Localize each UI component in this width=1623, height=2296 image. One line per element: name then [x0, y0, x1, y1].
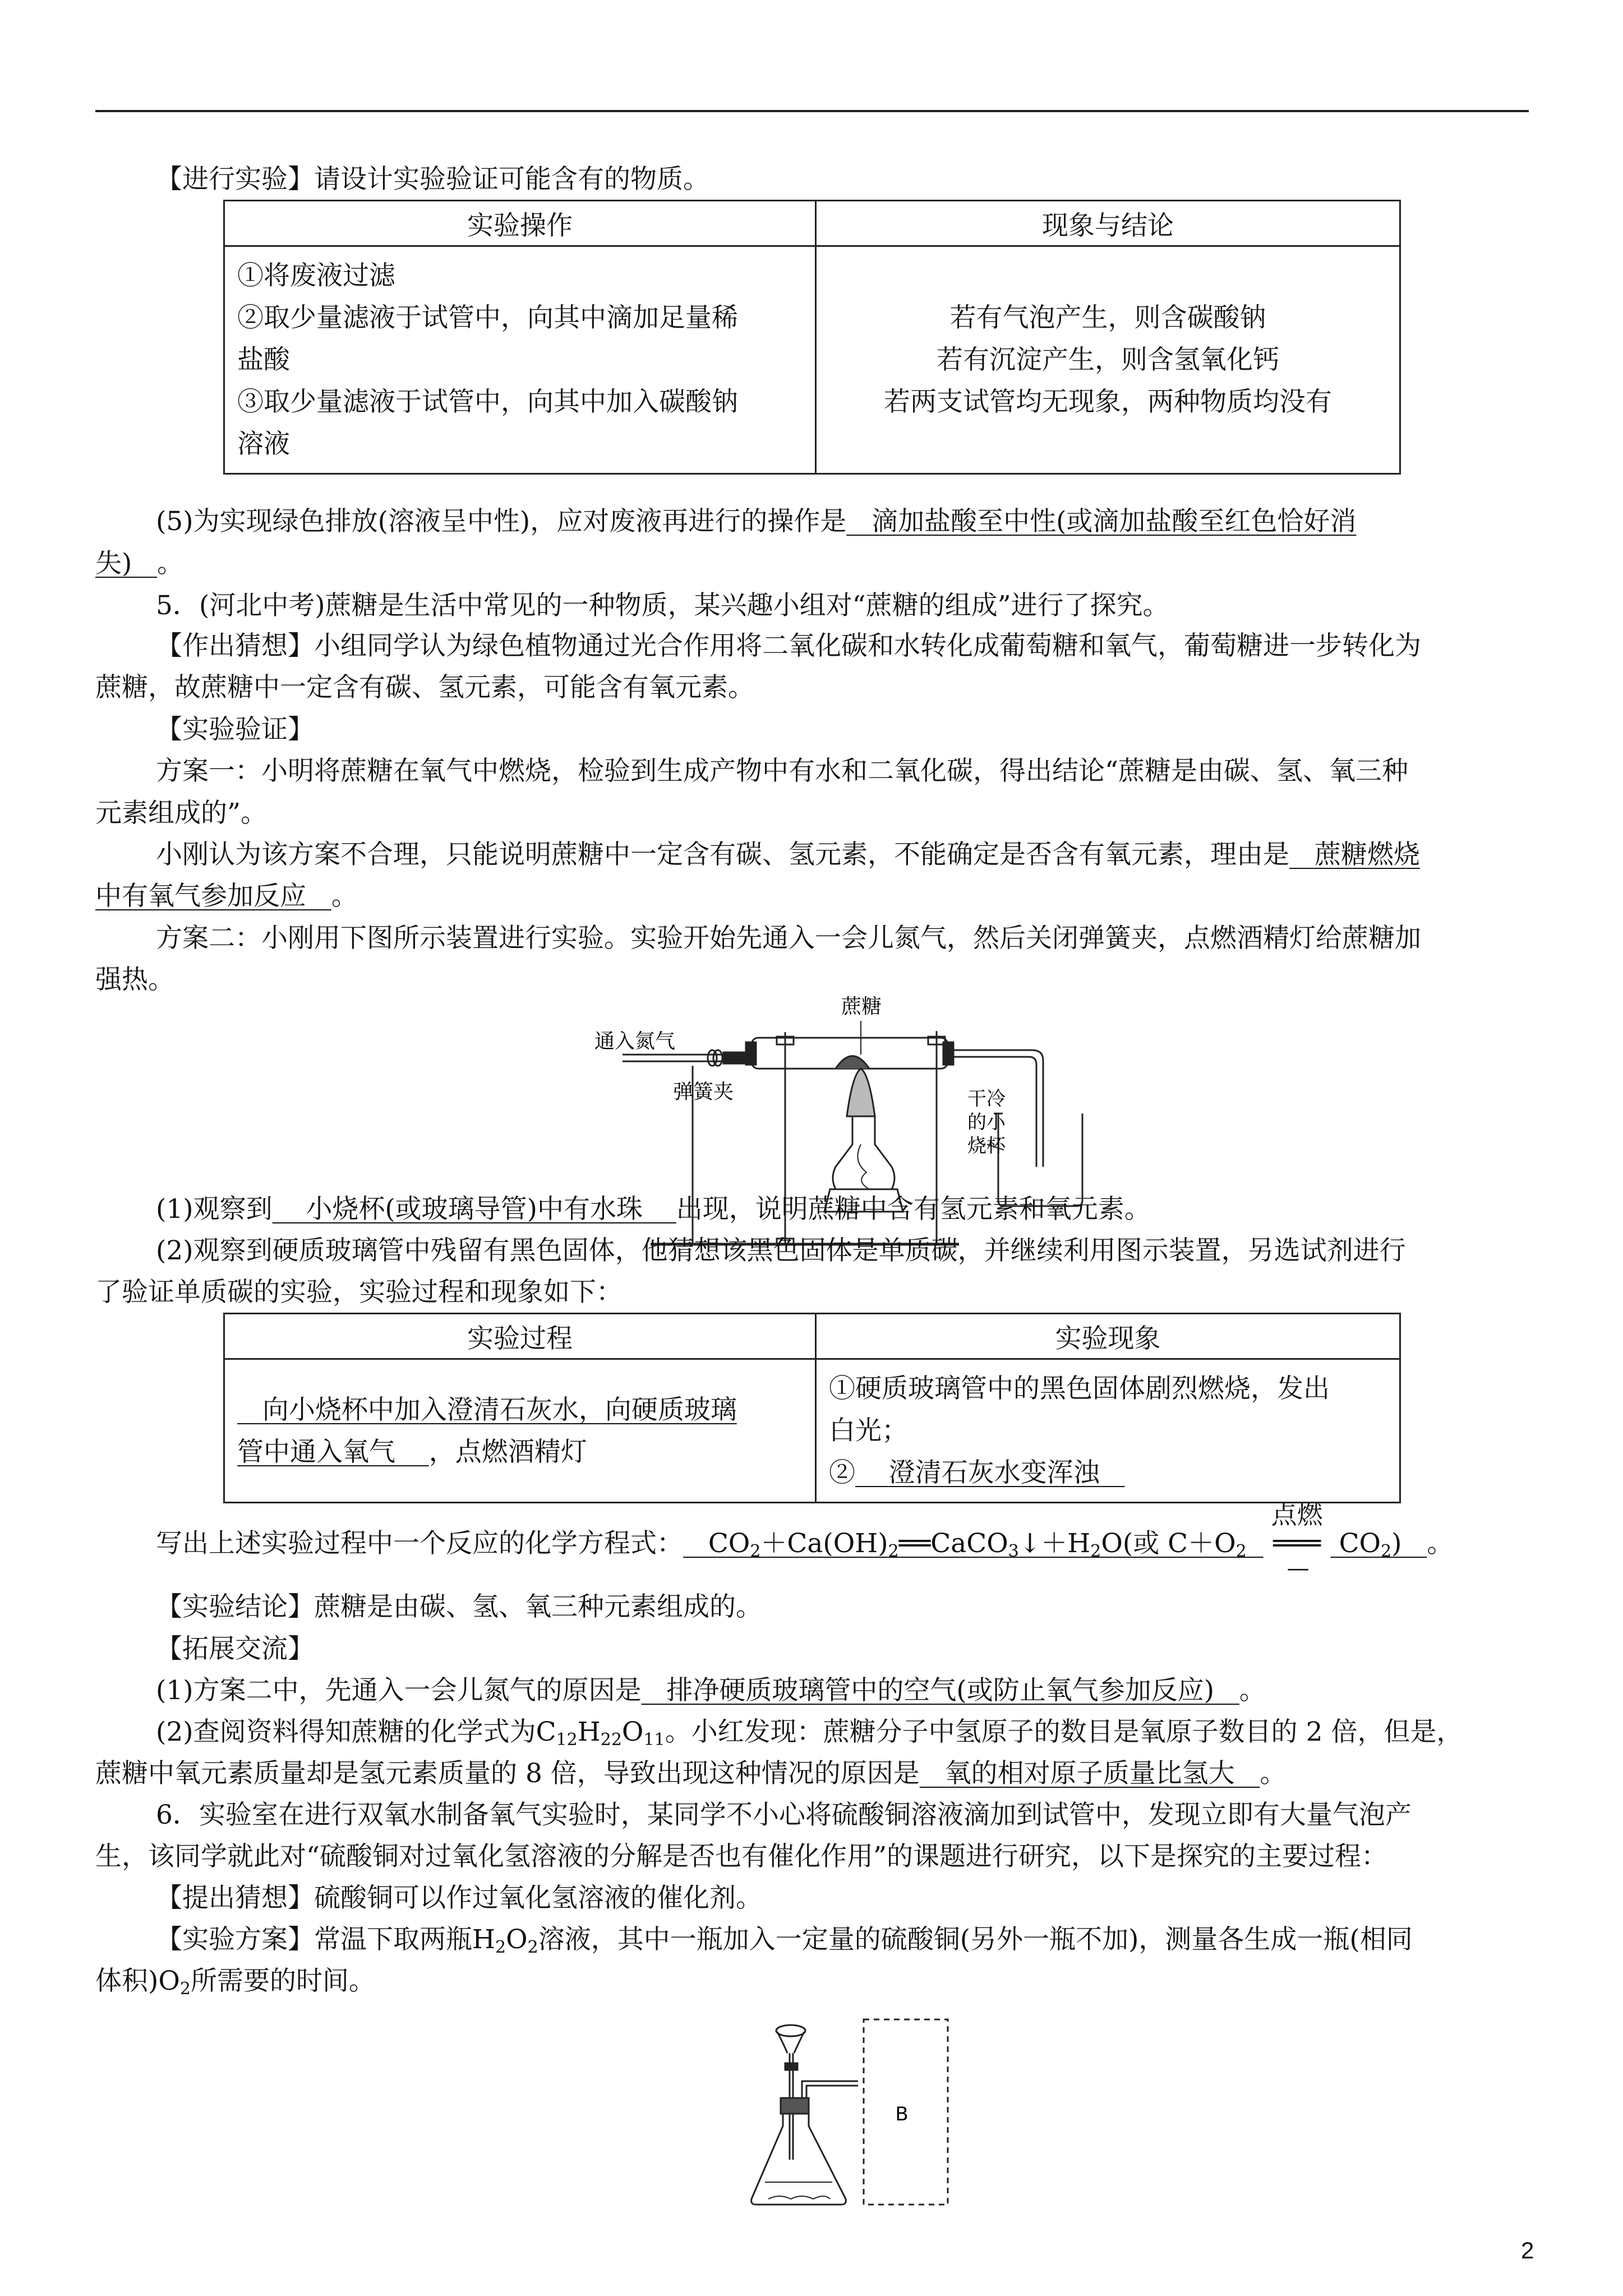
- equation-answer: $CO_2+Ca(OH)_2══CaCO_3↓+H_2O$(或 $C+O_2$: [683, 1528, 1247, 1561]
- period: 。: [1239, 1675, 1266, 1706]
- ext2-line2-prefix: 蔗糖中氧元素质量却是氢元素质量的 8 倍，导致出现这种情况的原因是: [95, 1758, 920, 1789]
- result-line: 若两支试管均无现象，两种物质均没有: [884, 386, 1332, 417]
- op-line: 盐酸: [237, 344, 290, 375]
- q5-extension-1: [156, 1674, 1266, 1708]
- ext1-prefix: (1)方案二中，先通入一会儿氮气的原因是: [156, 1675, 642, 1706]
- beaker-label-2: 的小: [967, 1111, 1006, 1134]
- op-line: ②取少量滤液于试管中，向其中滴加足量稀: [237, 302, 738, 333]
- q5-extension-heading: 【拓展交流】: [156, 1634, 314, 1664]
- critique-answer-cont: [95, 881, 331, 912]
- q6-guess: 【提出猜想】硫酸铜可以作过氧化氢溶液的催化剂。: [156, 1883, 762, 1913]
- page-number: 2: [1521, 2237, 1534, 2263]
- table-header: 现象与结论: [816, 201, 1400, 246]
- sucrose-formula: $C_{12}H_{22}O_{11}$: [536, 1717, 665, 1750]
- equation-prefix: 写出上述实验过程中一个反应的化学方程式：: [156, 1528, 683, 1559]
- process-cell: [224, 1359, 816, 1503]
- phen-answer: [855, 1457, 1125, 1488]
- op-line: ③取少量滤液于试管中，向其中加入碳酸钠: [237, 386, 738, 417]
- box-b-label: B: [895, 2103, 909, 2125]
- answer-text: 向小烧杯中加入澄清石灰水，向硬质玻璃: [262, 1394, 737, 1425]
- q5-plan2-line2: 强热。: [95, 964, 174, 995]
- q5-carbon-table: [223, 1313, 1401, 1503]
- q5-guess-line1: 【作出猜想】小组同学认为绿色植物通过光合作用将二氧化碳和水转化成葡萄糖和氧气，葡萄糖进一步转化为: [156, 631, 1421, 661]
- phenomenon-cell: [816, 1359, 1400, 1503]
- answer-text: 澄清石灰水变浑浊: [888, 1457, 1100, 1488]
- period: 。: [331, 881, 358, 912]
- phen-prefix: ②: [829, 1457, 855, 1488]
- q6-plan-line1: [156, 1923, 1413, 1964]
- ext2-answer: [920, 1758, 1260, 1789]
- q5-observation-1: [156, 1193, 1151, 1226]
- q5-guess-line2: 蔗糖，故蔗糖中一定含有碳、氢元素，可能含有氧元素。: [95, 672, 754, 703]
- sucrose-label: 蔗糖: [841, 995, 882, 1018]
- table-header: 实验现象: [816, 1314, 1400, 1359]
- q5-observation-2-line2: 了验证单质碳的实验，实验过程和现象如下：: [95, 1277, 623, 1308]
- h2o2-formula: $H_2O_2$: [472, 1924, 538, 1957]
- phen-line: 白光；: [829, 1415, 908, 1446]
- phen-line: [829, 1452, 1387, 1494]
- q5-plan1-line1: 方案一：小明将蔗糖在氧气中燃烧，检验到生成产物中有水和二氧化碳，得出结论“蔗糖是由碳、氢、氧三种: [156, 756, 1409, 786]
- result-line: 若有沉淀产生，则含氢氧化钙: [937, 344, 1279, 375]
- answer-text: 管中通入氧气: [237, 1436, 395, 1467]
- answer-text: 蔗糖燃烧: [1314, 839, 1420, 870]
- part5-prefix: (5)为实现绿色排放(溶液呈中性)，应对废液再进行的操作是: [156, 506, 847, 537]
- phen-line: ①硬质玻璃管中的黑色固体剧烈燃烧，发出: [829, 1373, 1330, 1404]
- answer-text: 小烧杯(或玻璃导管)中有水珠: [306, 1194, 643, 1225]
- ext2-prefix: (2)查阅资料得知蔗糖的化学式为: [156, 1717, 536, 1747]
- spring-clip-label: 弹簧夹: [673, 1080, 734, 1103]
- q4-part5: [156, 505, 1356, 539]
- plan-suffix: 溶液，其中一瓶加入一定量的硫酸铜(另外一瓶不加)，测量各生成一瓶(相同: [538, 1924, 1413, 1955]
- plan-prefix: 体积): [95, 1966, 159, 1996]
- critique-answer: [1289, 839, 1420, 870]
- answer-text: 中有氧气参加反应: [95, 881, 306, 912]
- critique-text: 小刚认为该方案不合理，只能说明蔗糖中一定含有碳、氢元素，不能确定是否含有氧元素，理由是: [156, 839, 1289, 870]
- q5-plan1-critique-line2: [95, 880, 358, 913]
- obs1-answer: [273, 1194, 676, 1225]
- process-answer-cont: [237, 1437, 429, 1467]
- plan-suffix: 所需要的时间。: [190, 1966, 375, 1996]
- answer-text: 氧的相对原子质量比氢大: [944, 1758, 1235, 1789]
- q5-extension-2-line1: [156, 1715, 1463, 1757]
- q4-experiment-table: [223, 200, 1401, 475]
- q4-part5-line2: [95, 547, 183, 581]
- beaker-label-3: 烧杯: [967, 1135, 1006, 1157]
- q5-equation-line: [156, 1499, 1454, 1581]
- n2-inlet-label: 通入氮气: [594, 1030, 676, 1053]
- beaker-label-1: 干冷: [967, 1088, 1006, 1110]
- q6-title-line2: 生，该同学就此对“硫酸铜对过氧化氢溶液的分解是否也有催化作用”的课题进行研究，以下是探究的主要过程：: [95, 1841, 1388, 1872]
- part5-answer-cont: [95, 548, 157, 579]
- q5-plan2-line1: 方案二：小刚用下图所示装置进行实验。实验开始先通入一会儿氮气，然后关闭弹簧夹，点燃酒精灯给蔗糖加: [156, 923, 1421, 954]
- answer-text: 失): [95, 548, 132, 579]
- q5-observation-2-line1: (2)观察到硬质玻璃管中残留有黑色固体，他猜想该黑色固体是单质碳，并继续利用图示装置，另选试剂进行: [156, 1235, 1406, 1266]
- period: 。: [1260, 1758, 1287, 1789]
- o2-formula: $O_2$: [158, 1966, 191, 1999]
- reaction-condition: 点燃 ═══ —: [1264, 1527, 1331, 1561]
- table-header: 实验操作: [224, 201, 816, 246]
- q5-title: 5．(河北中考)蔗糖是生活中常见的一种物质，某兴趣小组对“蔗糖的组成”进行了探究。: [156, 590, 1169, 621]
- process-suffix: ，点燃酒精灯: [428, 1436, 587, 1467]
- q5-extension-2-line2: [95, 1757, 1286, 1791]
- q4-intro: 【进行实验】请设计实验验证可能含有的物质。: [156, 164, 709, 195]
- result-line: 若有气泡产生，则含碳酸钠: [949, 302, 1266, 333]
- plan-prefix: 【实验方案】常温下取两瓶: [156, 1924, 472, 1955]
- header-rule: [95, 110, 1529, 112]
- oxygen-generation-figure: [746, 2014, 970, 2216]
- obs1-prefix: (1)观察到: [156, 1194, 273, 1225]
- obs1-suffix: 出现，说明蔗糖中含有氢元素和氧元素。: [676, 1194, 1151, 1225]
- op-line: ①将废液过滤: [237, 260, 395, 291]
- process-answer: [237, 1389, 803, 1431]
- condition-text: 点燃: [1271, 1499, 1323, 1530]
- q6-plan-line2: [95, 1964, 375, 2006]
- q5-verify-heading: 【实验验证】: [156, 714, 314, 745]
- period: 。: [157, 548, 184, 579]
- answer-text: 排净硬质玻璃管中的空气(或防止氧气参加反应): [666, 1675, 1215, 1706]
- q5-plan1-critique: [156, 838, 1420, 872]
- op-line: 溶液: [237, 429, 290, 459]
- answer-text: 滴加盐酸至中性(或滴加盐酸至红色恰好消: [872, 506, 1357, 537]
- table-header: 实验过程: [224, 1314, 816, 1359]
- part5-answer: [846, 506, 1356, 537]
- results-cell: [816, 246, 1400, 474]
- q5-plan1-line2: 元素组成的”。: [95, 798, 268, 829]
- process-line2: [237, 1431, 803, 1473]
- ext1-answer: [642, 1675, 1239, 1706]
- equation-answer-cont: $CO_2$): [1330, 1528, 1427, 1561]
- ext2-mid: 。小红发现：蔗糖分子中氢原子的数目是氧原子数目的 2 倍，但是，: [665, 1717, 1463, 1747]
- operations-cell: [224, 246, 816, 474]
- q6-title-line1: 6．实验室在进行双氧水制备氧气实验时，某同学不小心将硫酸铜溶液滴加到试管中，发现立即有大量气泡产: [156, 1800, 1412, 1830]
- q5-conclusion: 【实验结论】蔗糖是由碳、氢、氧三种元素组成的。: [156, 1591, 762, 1622]
- period: 。: [1427, 1528, 1454, 1559]
